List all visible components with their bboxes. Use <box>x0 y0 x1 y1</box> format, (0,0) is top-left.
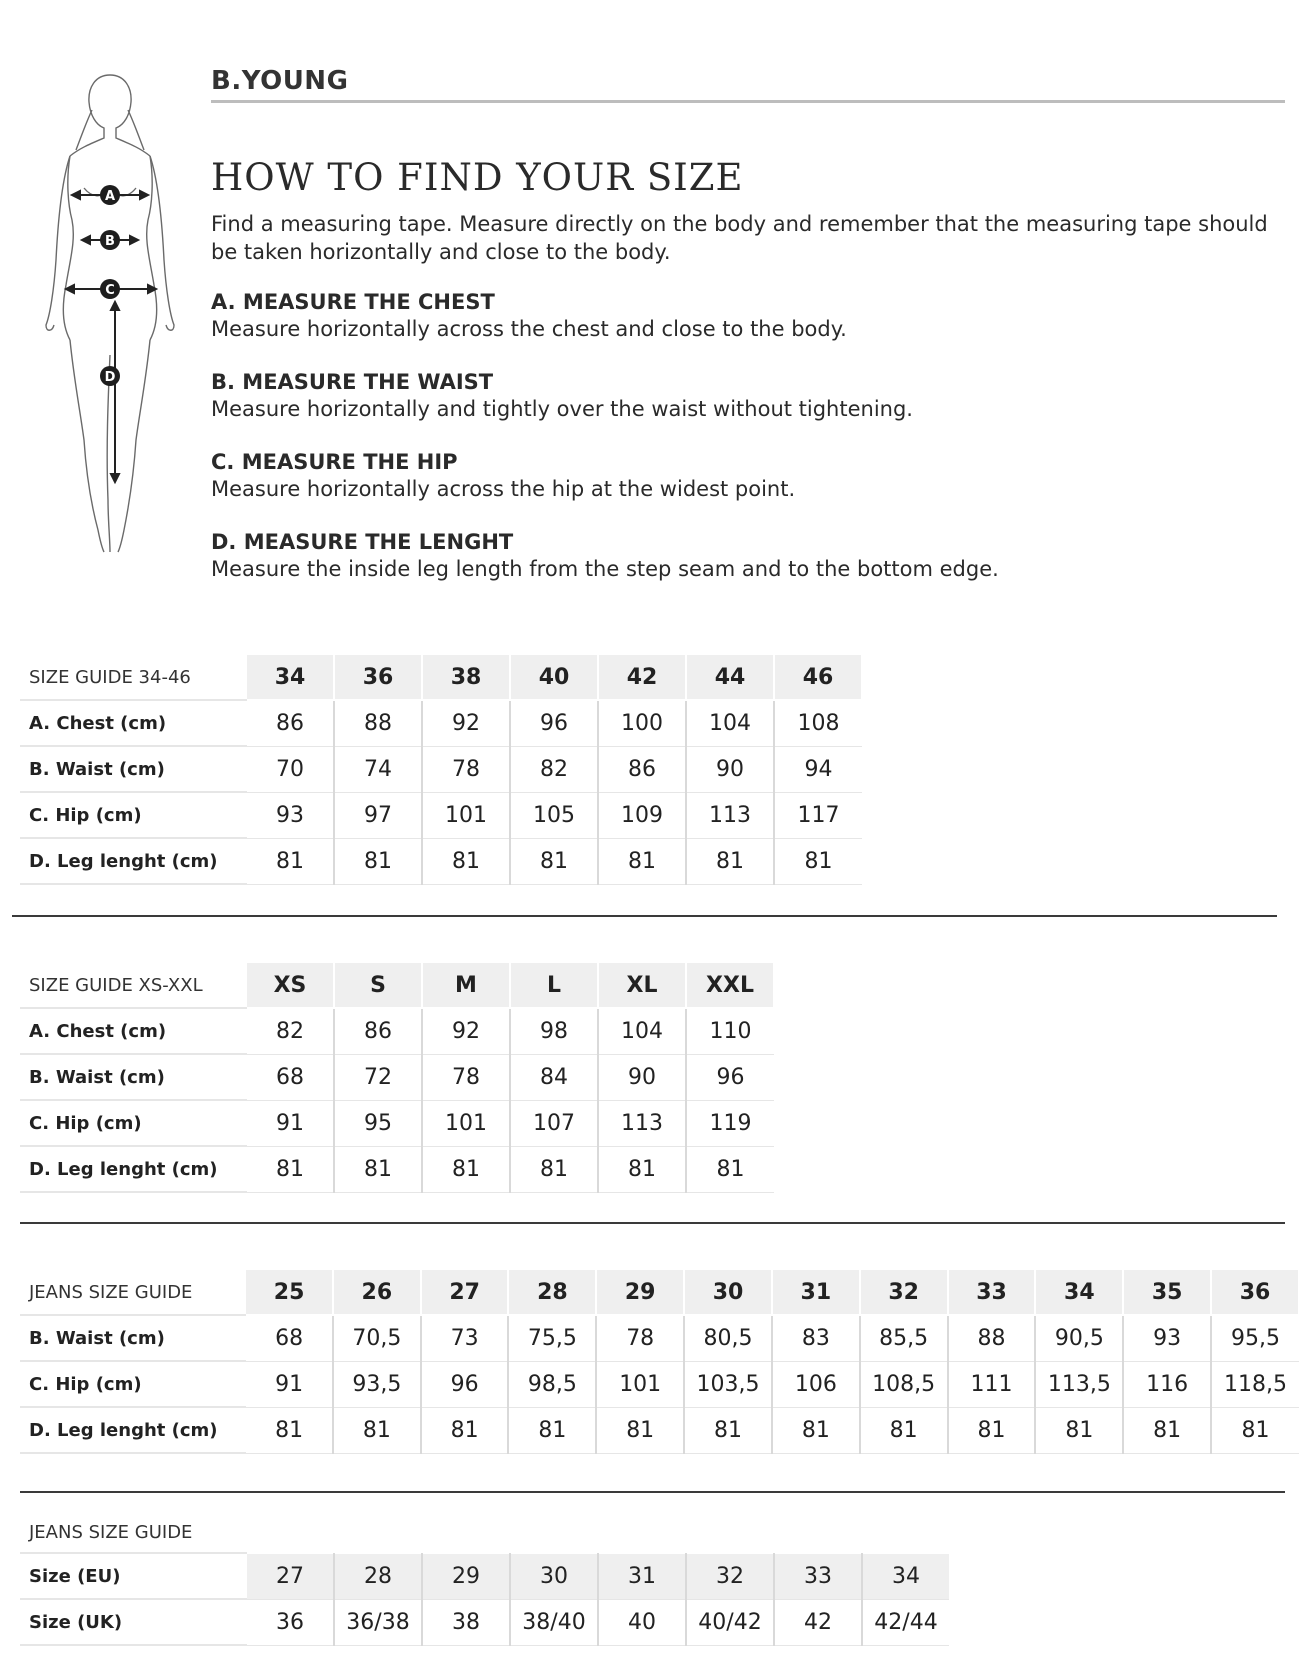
table-cell: 74 <box>334 746 422 792</box>
table-cell: 117 <box>774 792 862 838</box>
table-row <box>20 1599 949 1645</box>
table-cell: 104 <box>686 700 774 746</box>
table-cell: 80,5 <box>684 1315 772 1361</box>
table-cell: 86 <box>334 1008 422 1054</box>
step-description: Measure the inside leg length from the step seam and to the bottom edge. <box>211 557 999 581</box>
table-cell: 95,5 <box>1211 1315 1299 1361</box>
table-cell: 30 <box>510 1553 598 1599</box>
page-title: HOW TO FIND YOUR SIZE <box>211 156 744 199</box>
row-label: D. Leg lenght (cm) <box>20 1407 246 1453</box>
size-header: 27 <box>421 1270 509 1315</box>
table-cell: 81 <box>686 838 774 884</box>
table-row <box>20 1008 774 1054</box>
jeans-size-guide-table <box>20 1270 1300 1454</box>
table-cell: 90,5 <box>1035 1315 1123 1361</box>
table-cell: 107 <box>510 1100 598 1146</box>
section-divider <box>20 1222 1285 1224</box>
table-cell: 96 <box>686 1054 774 1100</box>
table-row <box>20 838 862 884</box>
table-cell: 70,5 <box>333 1315 421 1361</box>
table-cell: 98,5 <box>508 1361 596 1407</box>
table-cell: 31 <box>598 1553 686 1599</box>
row-label: C. Hip (cm) <box>20 1361 246 1407</box>
table-cell: 119 <box>686 1100 774 1146</box>
table-cell: 81 <box>772 1407 860 1453</box>
marker-d: D <box>104 370 116 385</box>
table-cell: 113 <box>686 792 774 838</box>
table-cell: 93,5 <box>333 1361 421 1407</box>
size-header: S <box>334 963 422 1008</box>
table-cell: 81 <box>246 1407 333 1453</box>
step-description: Measure horizontally across the chest and close to the body. <box>211 317 847 341</box>
step-title: A. MEASURE THE CHEST <box>211 290 495 314</box>
size-header: 25 <box>246 1270 333 1315</box>
table-cell: 85,5 <box>860 1315 948 1361</box>
table-header-row <box>20 655 862 700</box>
table-row <box>20 1315 1299 1361</box>
size-header: 35 <box>1123 1270 1211 1315</box>
table-cell: 81 <box>1035 1407 1123 1453</box>
size-header: 31 <box>772 1270 860 1315</box>
table-cell: 83 <box>772 1315 860 1361</box>
table-cell: 95 <box>334 1100 422 1146</box>
row-label: B. Waist (cm) <box>20 1315 246 1361</box>
row-label: C. Hip (cm) <box>20 792 247 838</box>
table-cell: 88 <box>948 1315 1036 1361</box>
table-cell: 118,5 <box>1211 1361 1299 1407</box>
table-cell: 113 <box>598 1100 686 1146</box>
table-cell: 81 <box>422 838 510 884</box>
size-header: 33 <box>948 1270 1036 1315</box>
table-cell: 96 <box>510 700 598 746</box>
table-cell: 36/38 <box>334 1599 422 1645</box>
table-cell: 106 <box>772 1361 860 1407</box>
table-cell: 91 <box>246 1361 333 1407</box>
table-row <box>20 1146 774 1192</box>
size-header: 42 <box>598 655 686 700</box>
step-chest <box>211 289 1271 343</box>
table-cell: 109 <box>598 792 686 838</box>
size-header: 28 <box>508 1270 596 1315</box>
table-cell: 81 <box>510 838 598 884</box>
table-cell: 78 <box>596 1315 684 1361</box>
table-title: JEANS SIZE GUIDE <box>20 1512 247 1553</box>
table-cell: 42/44 <box>862 1599 949 1645</box>
table-title: SIZE GUIDE XS-XXL <box>20 963 247 1008</box>
table-row <box>20 1100 774 1146</box>
table-cell: 90 <box>598 1054 686 1100</box>
table-cell: 81 <box>860 1407 948 1453</box>
table-cell: 92 <box>422 700 510 746</box>
table-cell: 81 <box>333 1407 421 1453</box>
table-cell: 97 <box>334 792 422 838</box>
table-cell: 81 <box>334 838 422 884</box>
step-waist <box>211 369 1271 423</box>
table-cell: 104 <box>598 1008 686 1054</box>
table-cell: 101 <box>422 792 510 838</box>
table-cell: 110 <box>686 1008 774 1054</box>
table-cell: 101 <box>422 1100 510 1146</box>
table-cell: 111 <box>948 1361 1036 1407</box>
size-header: 26 <box>333 1270 421 1315</box>
jeans-eu-uk-conversion-table <box>20 1512 949 1646</box>
table-cell: 94 <box>774 746 862 792</box>
table-cell: 73 <box>421 1315 509 1361</box>
body-measurement-figure <box>40 70 180 560</box>
table-cell: 33 <box>774 1553 862 1599</box>
step-description: Measure horizontally across the hip at the widest point. <box>211 477 796 501</box>
table-cell: 81 <box>686 1146 774 1192</box>
section-divider <box>20 1491 1285 1493</box>
step-title: D. MEASURE THE LENGHT <box>211 530 514 554</box>
size-header: M <box>422 963 510 1008</box>
table-cell: 90 <box>686 746 774 792</box>
row-label: B. Waist (cm) <box>20 746 247 792</box>
size-header: 40 <box>510 655 598 700</box>
table-cell: 81 <box>598 838 686 884</box>
table-cell: 81 <box>421 1407 509 1453</box>
size-header: 34 <box>247 655 334 700</box>
brand-title: B.YOUNG <box>211 66 1285 103</box>
table-cell: 68 <box>247 1054 334 1100</box>
row-label: D. Leg lenght (cm) <box>20 838 247 884</box>
table-cell: 40 <box>598 1599 686 1645</box>
table-header-row <box>20 1512 949 1553</box>
table-cell: 81 <box>247 838 334 884</box>
table-cell: 84 <box>510 1054 598 1100</box>
table-cell: 72 <box>334 1054 422 1100</box>
size-header: 44 <box>686 655 774 700</box>
table-row <box>20 700 862 746</box>
table-cell: 81 <box>948 1407 1036 1453</box>
table-cell: 81 <box>1123 1407 1211 1453</box>
table-cell: 81 <box>598 1146 686 1192</box>
size-guide-34-46-table <box>20 655 863 885</box>
step-hip <box>211 449 1271 503</box>
size-header: 30 <box>684 1270 772 1315</box>
size-header: 32 <box>860 1270 948 1315</box>
size-header: 34 <box>1035 1270 1123 1315</box>
table-cell: 103,5 <box>684 1361 772 1407</box>
row-label: D. Leg lenght (cm) <box>20 1146 247 1192</box>
table-cell: 81 <box>247 1146 334 1192</box>
size-header: XL <box>598 963 686 1008</box>
section-divider <box>12 915 1277 917</box>
table-cell: 101 <box>596 1361 684 1407</box>
table-cell: 108 <box>774 700 862 746</box>
marker-c: C <box>105 283 115 298</box>
table-cell: 105 <box>510 792 598 838</box>
table-cell: 113,5 <box>1035 1361 1123 1407</box>
table-cell: 28 <box>334 1553 422 1599</box>
table-cell: 93 <box>1123 1315 1211 1361</box>
table-row <box>20 746 862 792</box>
row-label: Size (UK) <box>20 1599 247 1645</box>
table-cell: 81 <box>510 1146 598 1192</box>
size-header: 38 <box>422 655 510 700</box>
table-cell: 68 <box>246 1315 333 1361</box>
table-title: JEANS SIZE GUIDE <box>20 1270 246 1315</box>
table-cell: 75,5 <box>508 1315 596 1361</box>
table-cell: 78 <box>422 1054 510 1100</box>
table-cell: 116 <box>1123 1361 1211 1407</box>
table-cell: 86 <box>247 700 334 746</box>
measurement-steps <box>211 289 1271 609</box>
row-label: A. Chest (cm) <box>20 700 247 746</box>
body-silhouette-icon <box>40 70 180 560</box>
table-header-row <box>20 1270 1299 1315</box>
table-cell: 81 <box>508 1407 596 1453</box>
table-cell: 81 <box>774 838 862 884</box>
table-row <box>20 1361 1299 1407</box>
table-cell: 92 <box>422 1008 510 1054</box>
table-cell: 81 <box>684 1407 772 1453</box>
table-cell: 78 <box>422 746 510 792</box>
table-cell: 36 <box>247 1599 334 1645</box>
size-guide-xs-xxl-table <box>20 963 775 1193</box>
table-cell: 96 <box>421 1361 509 1407</box>
table-title: SIZE GUIDE 34-46 <box>20 655 247 700</box>
table-cell: 81 <box>596 1407 684 1453</box>
table-cell: 82 <box>510 746 598 792</box>
table-cell: 88 <box>334 700 422 746</box>
step-length <box>211 529 1271 583</box>
table-cell: 70 <box>247 746 334 792</box>
table-cell: 27 <box>247 1553 334 1599</box>
table-cell: 29 <box>422 1553 510 1599</box>
row-label: B. Waist (cm) <box>20 1054 247 1100</box>
table-cell: 82 <box>247 1008 334 1054</box>
size-header: 36 <box>1211 1270 1299 1315</box>
row-label: Size (EU) <box>20 1553 247 1599</box>
size-header: XXL <box>686 963 774 1008</box>
size-header: 36 <box>334 655 422 700</box>
row-label: A. Chest (cm) <box>20 1008 247 1054</box>
table-cell: 86 <box>598 746 686 792</box>
size-header: 46 <box>774 655 862 700</box>
table-cell: 81 <box>422 1146 510 1192</box>
table-row <box>20 1407 1299 1453</box>
table-row <box>20 792 862 838</box>
step-description: Measure horizontally and tightly over the waist without tightening. <box>211 397 913 421</box>
table-cell: 38/40 <box>510 1599 598 1645</box>
table-row <box>20 1054 774 1100</box>
size-header: 29 <box>596 1270 684 1315</box>
size-header: XS <box>247 963 334 1008</box>
table-cell: 81 <box>334 1146 422 1192</box>
step-title: B. MEASURE THE WAIST <box>211 370 494 394</box>
table-cell: 32 <box>686 1553 774 1599</box>
table-cell: 93 <box>247 792 334 838</box>
table-cell: 38 <box>422 1599 510 1645</box>
table-header-row <box>20 963 774 1008</box>
marker-a: A <box>104 189 116 204</box>
step-title: C. MEASURE THE HIP <box>211 450 458 474</box>
size-header: L <box>510 963 598 1008</box>
table-row <box>20 1553 949 1599</box>
table-cell: 81 <box>1211 1407 1299 1453</box>
intro-text: Find a measuring tape. Measure directly on the body and remember that the measuring tape should be taken horizontally and close to the body. <box>211 212 1268 264</box>
table-cell: 108,5 <box>860 1361 948 1407</box>
table-cell: 42 <box>774 1599 862 1645</box>
table-cell: 34 <box>862 1553 949 1599</box>
table-cell: 91 <box>247 1100 334 1146</box>
table-cell: 40/42 <box>686 1599 774 1645</box>
table-cell: 100 <box>598 700 686 746</box>
marker-b: B <box>105 234 115 249</box>
row-label: C. Hip (cm) <box>20 1100 247 1146</box>
table-cell: 98 <box>510 1008 598 1054</box>
